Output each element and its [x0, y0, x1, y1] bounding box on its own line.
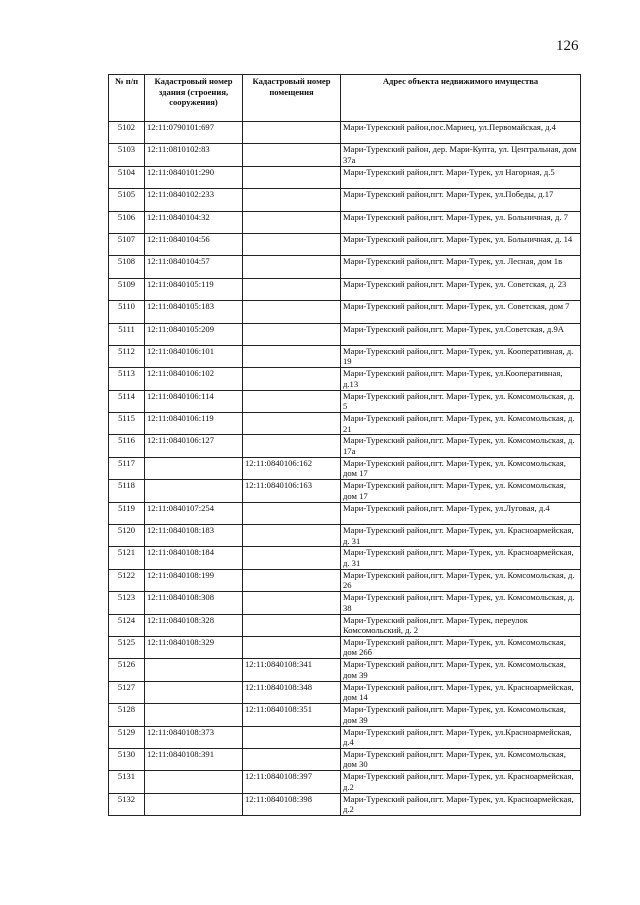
building-cadastral-cell: [145, 659, 243, 681]
table-row: [109, 435, 581, 457]
building-cadastral-cell: 12:11:0840104:56: [145, 233, 243, 255]
address-cell: Мари-Турекский район,пгт. Мари-Турек, ул. Лесная, дом 1в: [341, 256, 581, 278]
row-number-cell: 5129: [109, 726, 145, 748]
address-cell: Мари-Турекский район,пгт. Мари-Турек, ул. Больничная, д. 14: [341, 233, 581, 255]
premise-cadastral-cell: [243, 323, 341, 345]
row-number-cell: 5113: [109, 368, 145, 390]
row-number-cell: 5115: [109, 413, 145, 435]
address-cell: Мари-Турекский район,пгт. Мари-Турек, ул. Комсомольская, дом 39: [341, 704, 581, 726]
table-row: [109, 256, 581, 278]
table-row: [109, 547, 581, 569]
table-row: [109, 502, 581, 524]
row-number-cell: 5126: [109, 659, 145, 681]
table-row: [109, 233, 581, 255]
building-cadastral-cell: [145, 681, 243, 703]
building-cadastral-cell: 12:11:0840108:329: [145, 636, 243, 658]
building-cadastral-cell: [145, 457, 243, 479]
row-number-cell: 5119: [109, 502, 145, 524]
table-row: [109, 659, 581, 681]
row-number-cell: 5132: [109, 793, 145, 815]
table-row: [109, 681, 581, 703]
address-cell: Мари-Турекский район,пгт. Мари-Турек, ул. Красноармейская, д. 31: [341, 525, 581, 547]
premise-cadastral-cell: [243, 748, 341, 770]
table-row: [109, 211, 581, 233]
building-cadastral-cell: 12:11:0840104:32: [145, 211, 243, 233]
row-number-cell: 5130: [109, 748, 145, 770]
premise-cadastral-cell: [243, 345, 341, 367]
table-row: [109, 345, 581, 367]
table-body: [109, 122, 581, 816]
address-cell: Мари-Турекский район, дер. Мари-Купта, ул. Центральная, дом 37а: [341, 144, 581, 166]
premise-cadastral-cell: 12:11:0840108:348: [243, 681, 341, 703]
building-cadastral-cell: 12:11:0840108:391: [145, 748, 243, 770]
address-cell: Мари-Турекский район,пгт. Мари-Турек, ул. Больничная, д. 7: [341, 211, 581, 233]
table-row: [109, 569, 581, 591]
building-cadastral-cell: [145, 704, 243, 726]
row-number-cell: 5124: [109, 614, 145, 636]
row-number-cell: 5117: [109, 457, 145, 479]
row-number-cell: 5122: [109, 569, 145, 591]
table-row: [109, 278, 581, 300]
premise-cadastral-cell: 12:11:0840106:163: [243, 480, 341, 502]
premise-cadastral-cell: [243, 301, 341, 323]
address-cell: Мари-Турекский район,пгт. Мари-Турек, ул. Комсомольская, дом 39: [341, 659, 581, 681]
table-row: [109, 457, 581, 479]
row-number-cell: 5127: [109, 681, 145, 703]
row-number-cell: 5114: [109, 390, 145, 412]
address-cell: Мари-Турекский район,пгт. Мари-Турек, ул. Комсомольская, д. 26: [341, 569, 581, 591]
row-number-cell: 5112: [109, 345, 145, 367]
building-cadastral-cell: 12:11:0840106:119: [145, 413, 243, 435]
building-cadastral-cell: 12:11:0810102:83: [145, 144, 243, 166]
address-cell: Мари-Турекский район,пгт. Мари-Турек, ул.Луговая, д.4: [341, 502, 581, 524]
address-cell: Мари-Турекский район,пгт. Мари-Турек, ул. Советская, дом 7: [341, 301, 581, 323]
address-cell: Мари-Турекский район,пгт. Мари-Турек, ул. Комсомольская, д. 21: [341, 413, 581, 435]
building-cadastral-cell: 12:11:0790101:697: [145, 122, 243, 144]
address-cell: Мари-Турекский район,пгт. Мари-Турек, ул. Комсомольская, дом 17: [341, 457, 581, 479]
address-cell: Мари-Турекский район,пгт. Мари-Турек, ул. Кооперативная, д. 19: [341, 345, 581, 367]
address-cell: Мари-Турекский район,пгт. Мари-Турек, ул Нагорная, д.5: [341, 166, 581, 188]
premise-cadastral-cell: [243, 166, 341, 188]
building-cadastral-cell: [145, 480, 243, 502]
premise-cadastral-cell: [243, 502, 341, 524]
header-premise-cadastral: Кадастровый номер помещения: [243, 75, 341, 122]
header-address: Адрес объекта недвижимого имущества: [341, 75, 581, 122]
address-cell: Мари-Турекский район,пгт. Мари-Турек, ул. Комсомольская, дом 26б: [341, 636, 581, 658]
premise-cadastral-cell: 12:11:0840108:398: [243, 793, 341, 815]
building-cadastral-cell: 12:11:0840108:183: [145, 525, 243, 547]
premise-cadastral-cell: 12:11:0840108:397: [243, 771, 341, 793]
header-row-number: № п/п: [109, 75, 145, 122]
building-cadastral-cell: 12:11:0840108:184: [145, 547, 243, 569]
row-number-cell: 5105: [109, 189, 145, 211]
address-cell: Мари-Турекский район,пгт. Мари-Турек, ул. Красноармейская, д.2: [341, 793, 581, 815]
premise-cadastral-cell: 12:11:0840108:351: [243, 704, 341, 726]
building-cadastral-cell: 12:11:0840105:119: [145, 278, 243, 300]
table-row: [109, 704, 581, 726]
address-cell: Мари-Турекский район,пгт. Мари-Турек, ул. Красноармейская, д. 31: [341, 547, 581, 569]
building-cadastral-cell: 12:11:0840106:101: [145, 345, 243, 367]
building-cadastral-cell: 12:11:0840101:290: [145, 166, 243, 188]
address-cell: Мари-Турекский район,пгт. Мари-Турек, ул.Советская, д.9А: [341, 323, 581, 345]
row-number-cell: 5131: [109, 771, 145, 793]
premise-cadastral-cell: [243, 413, 341, 435]
address-cell: Мари-Турекский район,пгт. Мари-Турек, переулок Комсомольский, д. 2: [341, 614, 581, 636]
building-cadastral-cell: 12:11:0840106:127: [145, 435, 243, 457]
premise-cadastral-cell: [243, 592, 341, 614]
premise-cadastral-cell: [243, 278, 341, 300]
building-cadastral-cell: 12:11:0840102:233: [145, 189, 243, 211]
building-cadastral-cell: 12:11:0840108:373: [145, 726, 243, 748]
row-number-cell: 5120: [109, 525, 145, 547]
table-row: [109, 525, 581, 547]
table-row: [109, 592, 581, 614]
row-number-cell: 5118: [109, 480, 145, 502]
row-number-cell: 5111: [109, 323, 145, 345]
row-number-cell: 5109: [109, 278, 145, 300]
premise-cadastral-cell: [243, 525, 341, 547]
row-number-cell: 5128: [109, 704, 145, 726]
premise-cadastral-cell: [243, 368, 341, 390]
row-number-cell: 5121: [109, 547, 145, 569]
table-row: [109, 390, 581, 412]
address-cell: Мари-Турекский район,пгт. Мари-Турек, ул.Кооперативная, д.13: [341, 368, 581, 390]
premise-cadastral-cell: [243, 435, 341, 457]
premise-cadastral-cell: [243, 636, 341, 658]
address-cell: Мари-Турекский район,пгт. Мари-Турек, ул. Советская, д. 23: [341, 278, 581, 300]
address-cell: Мари-Турекский район,пгт. Мари-Турек, ул. Комсомольская, д. 17а: [341, 435, 581, 457]
table-row: [109, 122, 581, 144]
address-cell: Мари-Турекский район,пгт. Мари-Турек, ул. Комсомольская, дом 17: [341, 480, 581, 502]
premise-cadastral-cell: 12:11:0840108:341: [243, 659, 341, 681]
table-row: [109, 771, 581, 793]
address-cell: Мари-Турекский район,пгт. Мари-Турек, ул. Комсомольская, д. 5: [341, 390, 581, 412]
table-row: [109, 144, 581, 166]
header-building-cadastral: Кадастровый номер здания (строения, сооружения): [145, 75, 243, 122]
building-cadastral-cell: 12:11:0840106:102: [145, 368, 243, 390]
row-number-cell: 5108: [109, 256, 145, 278]
address-cell: Мари-Турекский район,пгт. Мари-Турек, ул. Красноармейская, дом 14: [341, 681, 581, 703]
page-number: 126: [556, 38, 579, 54]
premise-cadastral-cell: [243, 569, 341, 591]
address-cell: Мари-Турекский район,пгт. Мари-Турек, ул. Комсомольская, дом 30: [341, 748, 581, 770]
row-number-cell: 5110: [109, 301, 145, 323]
address-cell: Мари-Турекский район,пгт. Мари-Турек, ул. Красноармейская, д.2: [341, 771, 581, 793]
building-cadastral-cell: [145, 793, 243, 815]
table-row: [109, 413, 581, 435]
premise-cadastral-cell: [243, 726, 341, 748]
premise-cadastral-cell: 12:11:0840106:162: [243, 457, 341, 479]
building-cadastral-cell: [145, 771, 243, 793]
address-cell: Мари-Турекский район,пос.Мариец, ул.Первомайская, д.4: [341, 122, 581, 144]
premise-cadastral-cell: [243, 256, 341, 278]
building-cadastral-cell: 12:11:0840107:254: [145, 502, 243, 524]
premise-cadastral-cell: [243, 233, 341, 255]
premise-cadastral-cell: [243, 144, 341, 166]
premise-cadastral-cell: [243, 547, 341, 569]
building-cadastral-cell: 12:11:0840105:209: [145, 323, 243, 345]
table-row: [109, 614, 581, 636]
premise-cadastral-cell: [243, 189, 341, 211]
premise-cadastral-cell: [243, 614, 341, 636]
row-number-cell: 5125: [109, 636, 145, 658]
table-row: [109, 166, 581, 188]
table-row: [109, 301, 581, 323]
table-row: [109, 748, 581, 770]
premise-cadastral-cell: [243, 211, 341, 233]
premise-cadastral-cell: [243, 390, 341, 412]
building-cadastral-cell: 12:11:0840105:183: [145, 301, 243, 323]
table-row: [109, 793, 581, 815]
row-number-cell: 5106: [109, 211, 145, 233]
row-number-cell: 5103: [109, 144, 145, 166]
row-number-cell: 5116: [109, 435, 145, 457]
table-row: [109, 323, 581, 345]
row-number-cell: 5123: [109, 592, 145, 614]
premise-cadastral-cell: [243, 122, 341, 144]
table-row: [109, 726, 581, 748]
table-row: [109, 636, 581, 658]
property-registry-table: [108, 74, 581, 816]
building-cadastral-cell: 12:11:0840108:328: [145, 614, 243, 636]
address-cell: Мари-Турекский район,пгт. Мари-Турек, ул. Комсомольская, д. 38: [341, 592, 581, 614]
building-cadastral-cell: 12:11:0840108:199: [145, 569, 243, 591]
address-cell: Мари-Турекский район,пгт. Мари-Турек, ул.Победы, д.17: [341, 189, 581, 211]
row-number-cell: 5107: [109, 233, 145, 255]
row-number-cell: 5102: [109, 122, 145, 144]
building-cadastral-cell: 12:11:0840108:308: [145, 592, 243, 614]
row-number-cell: 5104: [109, 166, 145, 188]
table-row: [109, 368, 581, 390]
address-cell: Мари-Турекский район,пгт. Мари-Турек, ул.Красноармейская, д.4: [341, 726, 581, 748]
building-cadastral-cell: 12:11:0840106:114: [145, 390, 243, 412]
table-header-row: [109, 75, 581, 122]
table-row: [109, 189, 581, 211]
building-cadastral-cell: 12:11:0840104:57: [145, 256, 243, 278]
table-row: [109, 480, 581, 502]
